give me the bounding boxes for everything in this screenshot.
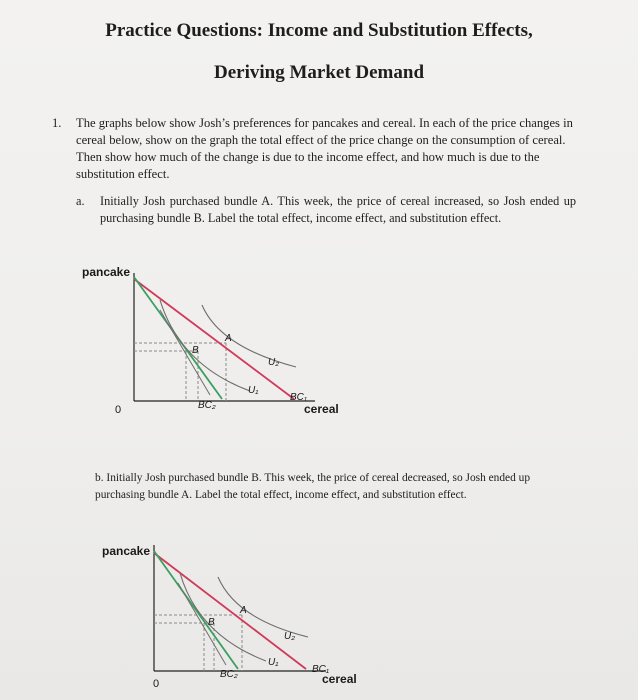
question-1b-text: Initially Josh purchased bundle B. This week, the price of cereal decreased, so Josh ended up purchasing bundle A. Label the total effect, income effect, and substitution effect. — [95, 472, 531, 501]
question-1a-text: Initially Josh purchased bundle A. This week, the price of cereal increased, so Josh ended up purchasing bundle B. Label the total effect, income effect, and substitution effect. — [100, 194, 576, 225]
graph-b-budget-line-2 — [154, 551, 238, 669]
graph-b-origin: 0 — [153, 678, 160, 690]
graph-b-y-label: pancake — [102, 544, 151, 558]
graph-b-indifference-curve-u2 — [218, 577, 308, 637]
page-title: Practice Questions: Income and Substitution Effects, — [105, 20, 533, 41]
graph-a — [60, 255, 390, 430]
question-1-text: The graphs below show Josh’s preferences for pancakes and cereal. In each of the price changes in cereal below, show on the graph the total effect of the price change on the consumption of cereal. Then show how much of the change is due to the income effect, and how much is due to the substitution effect. — [76, 116, 573, 181]
graph-a-compensated-line — [160, 310, 210, 395]
graph-a-indifference-curve-u1 — [160, 300, 250, 391]
graph-b-bc2-label: BC₂ — [220, 669, 238, 680]
question-1a — [76, 193, 576, 227]
graph-a-point-b: B — [192, 345, 199, 356]
question-1-number: 1. — [52, 116, 62, 130]
graph-a-point-a: A — [225, 333, 232, 344]
graph-a-u2-label: U₂ — [268, 357, 280, 368]
graph-b-point-a: A — [240, 605, 247, 616]
question-1 — [52, 115, 582, 183]
graph-b-x-label: cereal — [322, 672, 357, 686]
question-1b-label: b. — [95, 472, 104, 484]
graph-b-u1-label: U₁ — [268, 657, 279, 668]
page-subtitle: Deriving Market Demand — [213, 62, 425, 83]
question-1a-label: a. — [76, 194, 85, 208]
question-1b — [95, 470, 565, 504]
graph-a-budget-line-1 — [134, 279, 294, 399]
graph-a-origin: 0 — [115, 404, 122, 416]
graph-a-indifference-curve-u2 — [202, 305, 296, 367]
graph-b-compensated-line — [178, 583, 226, 665]
graph-b-u2-label: U₂ — [284, 631, 296, 642]
graph-a-x-label: cereal — [304, 402, 339, 416]
graph-b-point-b: B — [208, 617, 215, 628]
graph-a-bc2-label: BC₂ — [198, 400, 216, 411]
graph-a-bc1-label: BC₁ — [290, 392, 308, 403]
graph-a-y-label: pancake — [82, 265, 131, 279]
graph-b-budget-line-1 — [154, 553, 306, 669]
graph-b-bc1-label: BC₁ — [312, 664, 330, 675]
graph-a-u1-label: U₁ — [248, 385, 259, 396]
graph-b — [90, 535, 390, 695]
